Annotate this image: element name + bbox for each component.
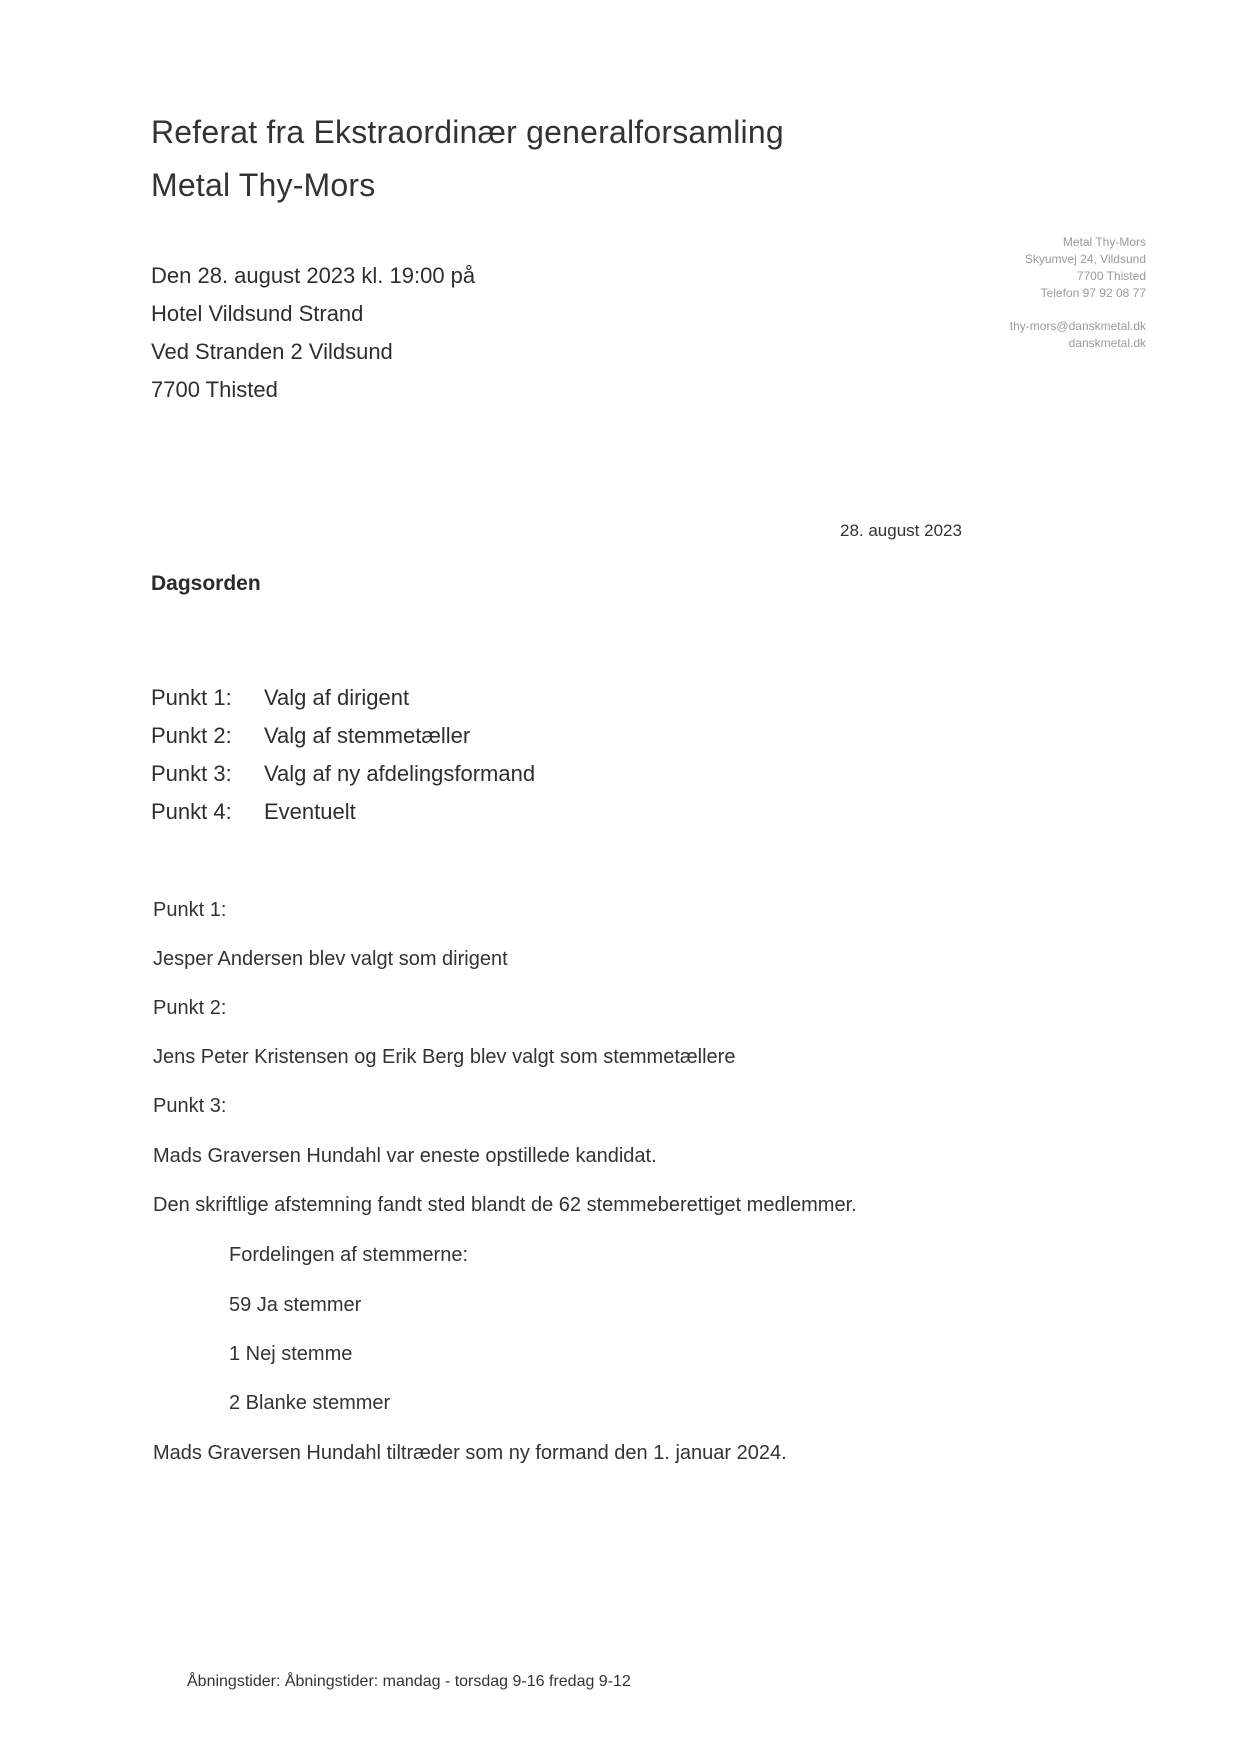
minutes-point-3-heading: Punkt 3: bbox=[153, 1095, 227, 1117]
minutes-point-3-text: Den skriftlige afstemning fandt sted blandt de 62 stemmeberettiget medlemmer. bbox=[153, 1194, 857, 1216]
sender-address-block bbox=[1010, 234, 1146, 352]
minutes-point-2-heading: Punkt 2: bbox=[153, 997, 227, 1019]
agenda-item bbox=[151, 685, 409, 711]
sender-street: Skyumvej 24, Vildsund bbox=[1024, 252, 1146, 266]
opening-hours-footer: Åbningstider: Åbningstider: mandag - torsdag 9-16 fredag 9-12 bbox=[187, 1673, 631, 1690]
document-title: Referat fra Ekstraordinær generalforsamling bbox=[151, 114, 784, 150]
sender-name: Metal Thy-Mors bbox=[1062, 235, 1146, 249]
minutes-point-3-conclusion: Mads Graversen Hundahl tiltræder som ny formand den 1. januar 2024. bbox=[153, 1442, 787, 1464]
sender-city: 7700 Thisted bbox=[1076, 269, 1146, 283]
document-date: 28. august 2023 bbox=[840, 521, 962, 540]
agenda-item-text: Valg af stemmetæller bbox=[264, 723, 471, 748]
agenda-item-number: Punkt 2: bbox=[151, 723, 232, 748]
vote-count-blank: 2 Blanke stemmer bbox=[229, 1392, 391, 1414]
minutes-point-3-text: Mads Graversen Hundahl var eneste opstillede kandidat. bbox=[153, 1145, 657, 1167]
agenda-item bbox=[151, 761, 535, 787]
minutes-point-1-text: Jesper Andersen blev valgt som dirigent bbox=[153, 948, 508, 970]
vote-count-yes: 59 Ja stemmer bbox=[229, 1294, 362, 1316]
sender-email: thy-mors@danskmetal.dk bbox=[1009, 319, 1146, 333]
agenda-item bbox=[151, 723, 470, 749]
agenda-heading: Dagsorden bbox=[151, 572, 261, 595]
sender-web: danskmetal.dk bbox=[1068, 336, 1146, 350]
minutes-point-1-heading: Punkt 1: bbox=[153, 899, 227, 921]
agenda-item-number: Punkt 3: bbox=[151, 761, 232, 786]
agenda-item bbox=[151, 799, 356, 825]
meeting-venue: Hotel Vildsund Strand bbox=[151, 301, 364, 326]
organisation-name: Metal Thy-Mors bbox=[151, 167, 376, 203]
agenda-item-number: Punkt 1: bbox=[151, 685, 232, 710]
vote-distribution-heading: Fordelingen af stemmerne: bbox=[229, 1244, 469, 1266]
meeting-datetime: Den 28. august 2023 kl. 19:00 på bbox=[151, 263, 476, 288]
meeting-city: 7700 Thisted bbox=[151, 377, 278, 402]
meeting-street: Ved Stranden 2 Vildsund bbox=[151, 339, 393, 364]
agenda-item-text: Valg af ny afdelingsformand bbox=[264, 761, 536, 786]
agenda-item-text: Valg af dirigent bbox=[264, 685, 410, 710]
minutes-point-2-text: Jens Peter Kristensen og Erik Berg blev valgt som stemmetællere bbox=[153, 1046, 736, 1068]
sender-phone: Telefon 97 92 08 77 bbox=[1040, 286, 1146, 300]
vote-count-no: 1 Nej stemme bbox=[229, 1343, 353, 1365]
agenda-item-number: Punkt 4: bbox=[151, 799, 232, 824]
agenda-item-text: Eventuelt bbox=[264, 799, 356, 824]
